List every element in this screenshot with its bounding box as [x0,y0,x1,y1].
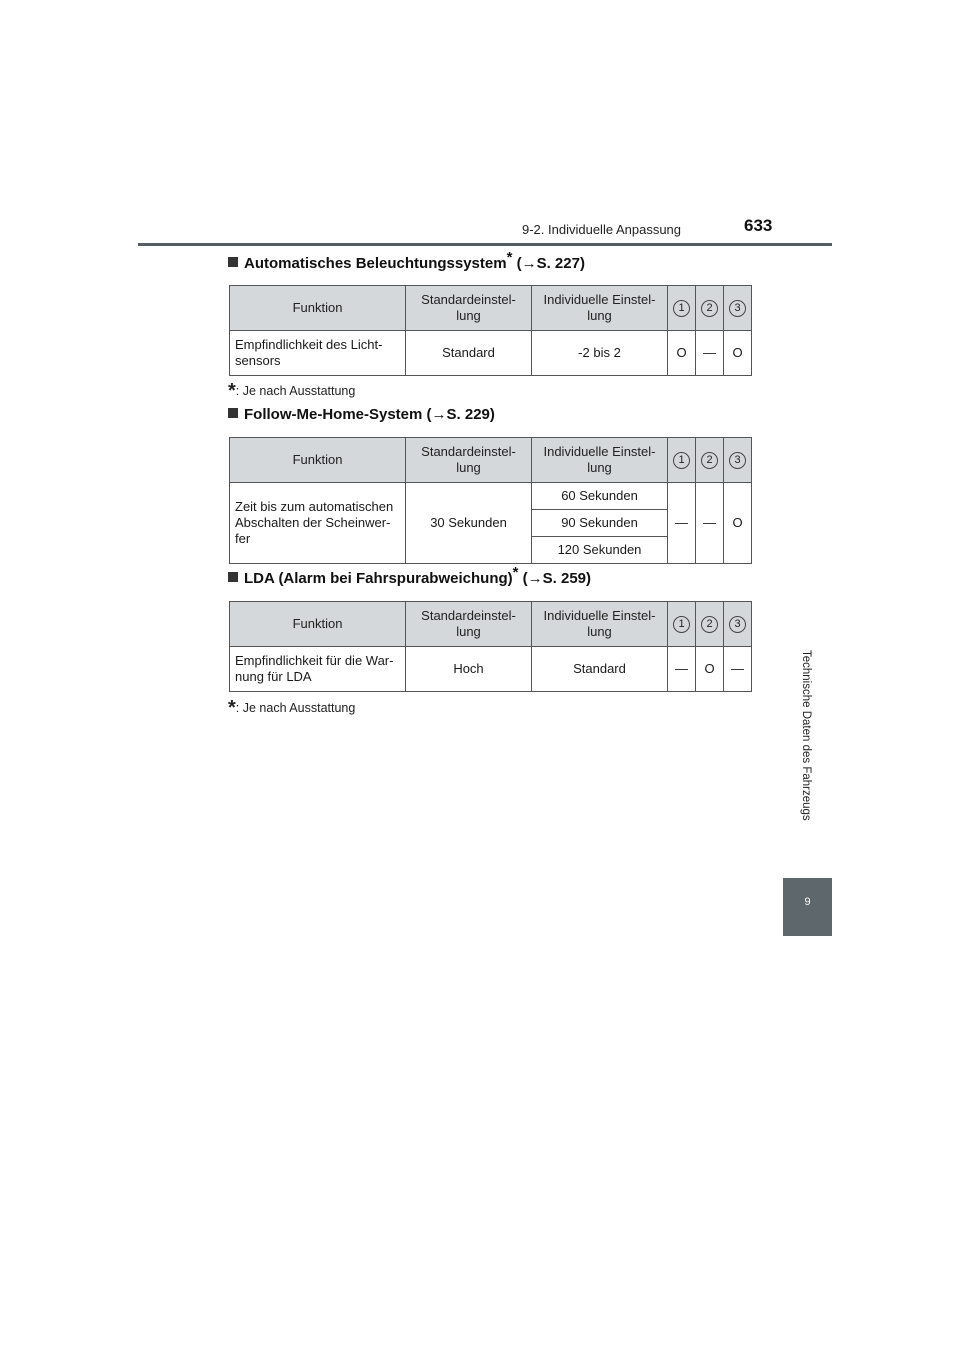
cell-function: Zeit bis zum automatischen Abschalten der Scheinwer- fer [230,483,406,564]
cell-function: Empfindlichkeit für die War- nung für LDA [230,647,406,692]
footnote-2: *: Je nach Ausstattung [228,697,356,719]
square-bullet-icon [228,257,238,267]
cell-c2: — [696,331,724,376]
cell-c2: — [696,483,724,564]
page-number: 633 [744,216,773,235]
page-reference-link[interactable]: (→S. 227) [512,255,585,272]
settings-table-1 [229,285,752,376]
header-col-2 [696,286,724,331]
header-individual: Individuelle Einstel- lung [532,286,668,331]
cell-standard: 30 Sekunden [406,483,532,564]
cell-option: 60 Sekunden [532,483,668,510]
cell-standard: Standard [406,331,532,376]
header-function: Funktion [230,286,406,331]
chapter-number: 9 [804,896,811,908]
header-col-2 [696,438,724,483]
header-col-1 [668,286,696,331]
header-standard: Standardeinstel- lung [406,286,532,331]
table-row [230,647,752,692]
cell-c1: O [668,331,696,376]
table-header-row [230,438,752,483]
cell-c1: — [668,647,696,692]
table-row [230,331,752,376]
header-col-1 [668,438,696,483]
section-heading-3: LDA (Alarm bei Fahrspurabweichung)* (→S. 259) [228,570,591,587]
header-individual: Individuelle Einstel- lung [532,602,668,647]
header-col-2 [696,602,724,647]
cell-option: Standard [532,647,668,692]
section-heading-1: Automatisches Beleuchtungssystem* (→S. 227) [228,255,585,272]
header-function: Funktion [230,602,406,647]
cell-option: -2 bis 2 [532,331,668,376]
cell-c3: O [724,483,752,564]
header-col-1 [668,602,696,647]
header-col-3 [724,286,752,331]
cell-option: 90 Sekunden [532,510,668,537]
table-header-row [230,602,752,647]
cell-option: 120 Sekunden [532,537,668,564]
header-col-3 [724,602,752,647]
page-reference-link[interactable]: (→S. 229) [422,406,495,423]
cell-c1: — [668,483,696,564]
asterisk-marker: * [506,249,513,266]
circle-3-icon: 3 [729,300,746,317]
circle-2-icon: 2 [701,452,718,469]
circle-1-icon: 1 [673,616,690,633]
chapter-tab [783,878,832,936]
circle-1-icon: 1 [673,452,690,469]
cell-function: Empfindlichkeit des Licht- sensors [230,331,406,376]
square-bullet-icon [228,572,238,582]
section-title: 9-2. Individuelle Anpassung [522,222,682,237]
circle-1-icon: 1 [673,300,690,317]
header-standard: Standardeinstel- lung [406,602,532,647]
header-individual: Individuelle Einstel- lung [532,438,668,483]
header-function: Funktion [230,438,406,483]
circle-2-icon: 2 [701,300,718,317]
footnote-1: *: Je nach Ausstattung [228,380,356,402]
table-header-row [230,286,752,331]
table-row [230,483,752,510]
circle-2-icon: 2 [701,616,718,633]
cell-c3: O [724,331,752,376]
section-heading-2: Follow-Me-Home-System (→S. 229) [228,406,495,423]
header-standard: Standardeinstel- lung [406,438,532,483]
settings-table-3 [229,601,752,692]
header-col-3 [724,438,752,483]
circle-3-icon: 3 [729,452,746,469]
circle-3-icon: 3 [729,616,746,633]
square-bullet-icon [228,408,238,418]
settings-table-2 [229,437,752,564]
cell-c2: O [696,647,724,692]
cell-c3: — [724,647,752,692]
chapter-side-title: Technische Daten des Fahrzeugs [800,650,812,821]
asterisk-marker: * [512,564,519,581]
cell-standard: Hoch [406,647,532,692]
header-rule [138,243,832,246]
page-reference-link[interactable]: (→S. 259) [518,570,592,587]
